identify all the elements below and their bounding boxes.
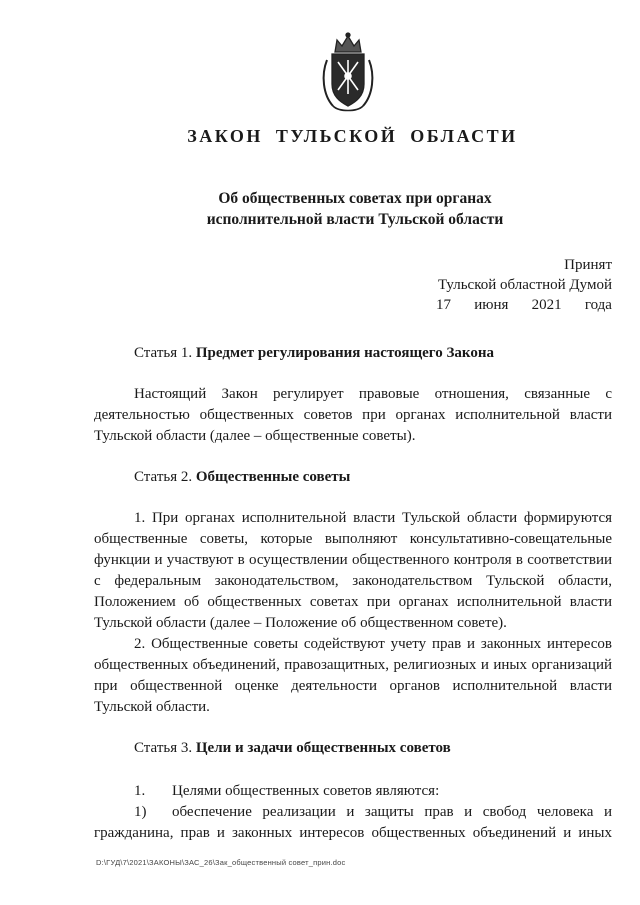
article-2-paragraph-2: 2. Общественные советы содействуют учету прав и законных интересов общественных объединений, правозащитных, религиозных и иных организаций при общественной оценке деятельности органов исполнительной власти Тульской области. (94, 636, 612, 715)
article-1-heading (94, 343, 612, 364)
adoption-year-word: года (584, 297, 612, 313)
law-title: ЗАКОН ТУЛЬСКОЙ ОБЛАСТИ (187, 126, 518, 146)
tula-region-coat-of-arms (317, 30, 379, 116)
item-1-text: Целями общественных советов являются: (172, 783, 440, 799)
subitem-1-text: обеспечение реализации и защиты прав и свобод человека и (172, 804, 612, 820)
adopted-label: Принят (564, 257, 612, 273)
article-3-heading (94, 738, 612, 759)
subitem-1-continuation: гражданина, прав и законных интересов общественных объединений и иных (94, 825, 612, 841)
article-1-prefix: Статья 1. (134, 345, 196, 361)
adoption-block (436, 255, 612, 315)
adoption-date (436, 295, 612, 315)
subitem-1-number: 1) (134, 804, 147, 820)
adoption-year: 2021 (531, 297, 562, 313)
item-1-number: 1. (134, 783, 146, 799)
adoption-day: 17 (436, 297, 451, 313)
article-2-prefix: Статья 2. (134, 469, 196, 485)
document-file-path: D:\ГУД\7\2021\ЗАКОНЫ\ЗАС_26\Зак_общественный совет_прин.doc (96, 858, 346, 867)
article-3-item-1 (94, 781, 612, 802)
article-1-title: Предмет регулирования настоящего Закона (195, 345, 494, 361)
article-2-heading (94, 467, 612, 488)
law-body (94, 343, 612, 844)
article-2-title: Общественные советы (195, 469, 351, 485)
adopted-by: Тульской областной Думой (437, 277, 612, 293)
article-3-prefix: Статья 3. (134, 740, 196, 756)
subtitle-line-2: исполнительной власти Тульской области (206, 211, 504, 228)
law-subtitle (170, 188, 540, 230)
article-2-paragraph-1: 1. При органах исполнительной власти Тульской области формируются общественные советы, которые выполняют консультативно-совещательные функции и участвуют в осуществлении общественного контроля в соответствии с федеральным законодательством, законодательством Тульской области, Положением об общественных советах при органах исполнительной власти Тульской области (далее – Положение об общественном совете). (94, 510, 612, 631)
article-3-subitem-1 (94, 802, 612, 823)
subtitle-line-1: Об общественных советах при органах (218, 190, 492, 207)
adoption-month: июня (474, 297, 509, 313)
article-1-text: Настоящий Закон регулирует правовые отношения, связанные с деятельностью общественных советов при органах исполнительной власти Тульской области (далее – общественные советы). (94, 386, 612, 444)
article-3-title: Цели и задачи общественных советов (195, 740, 451, 756)
